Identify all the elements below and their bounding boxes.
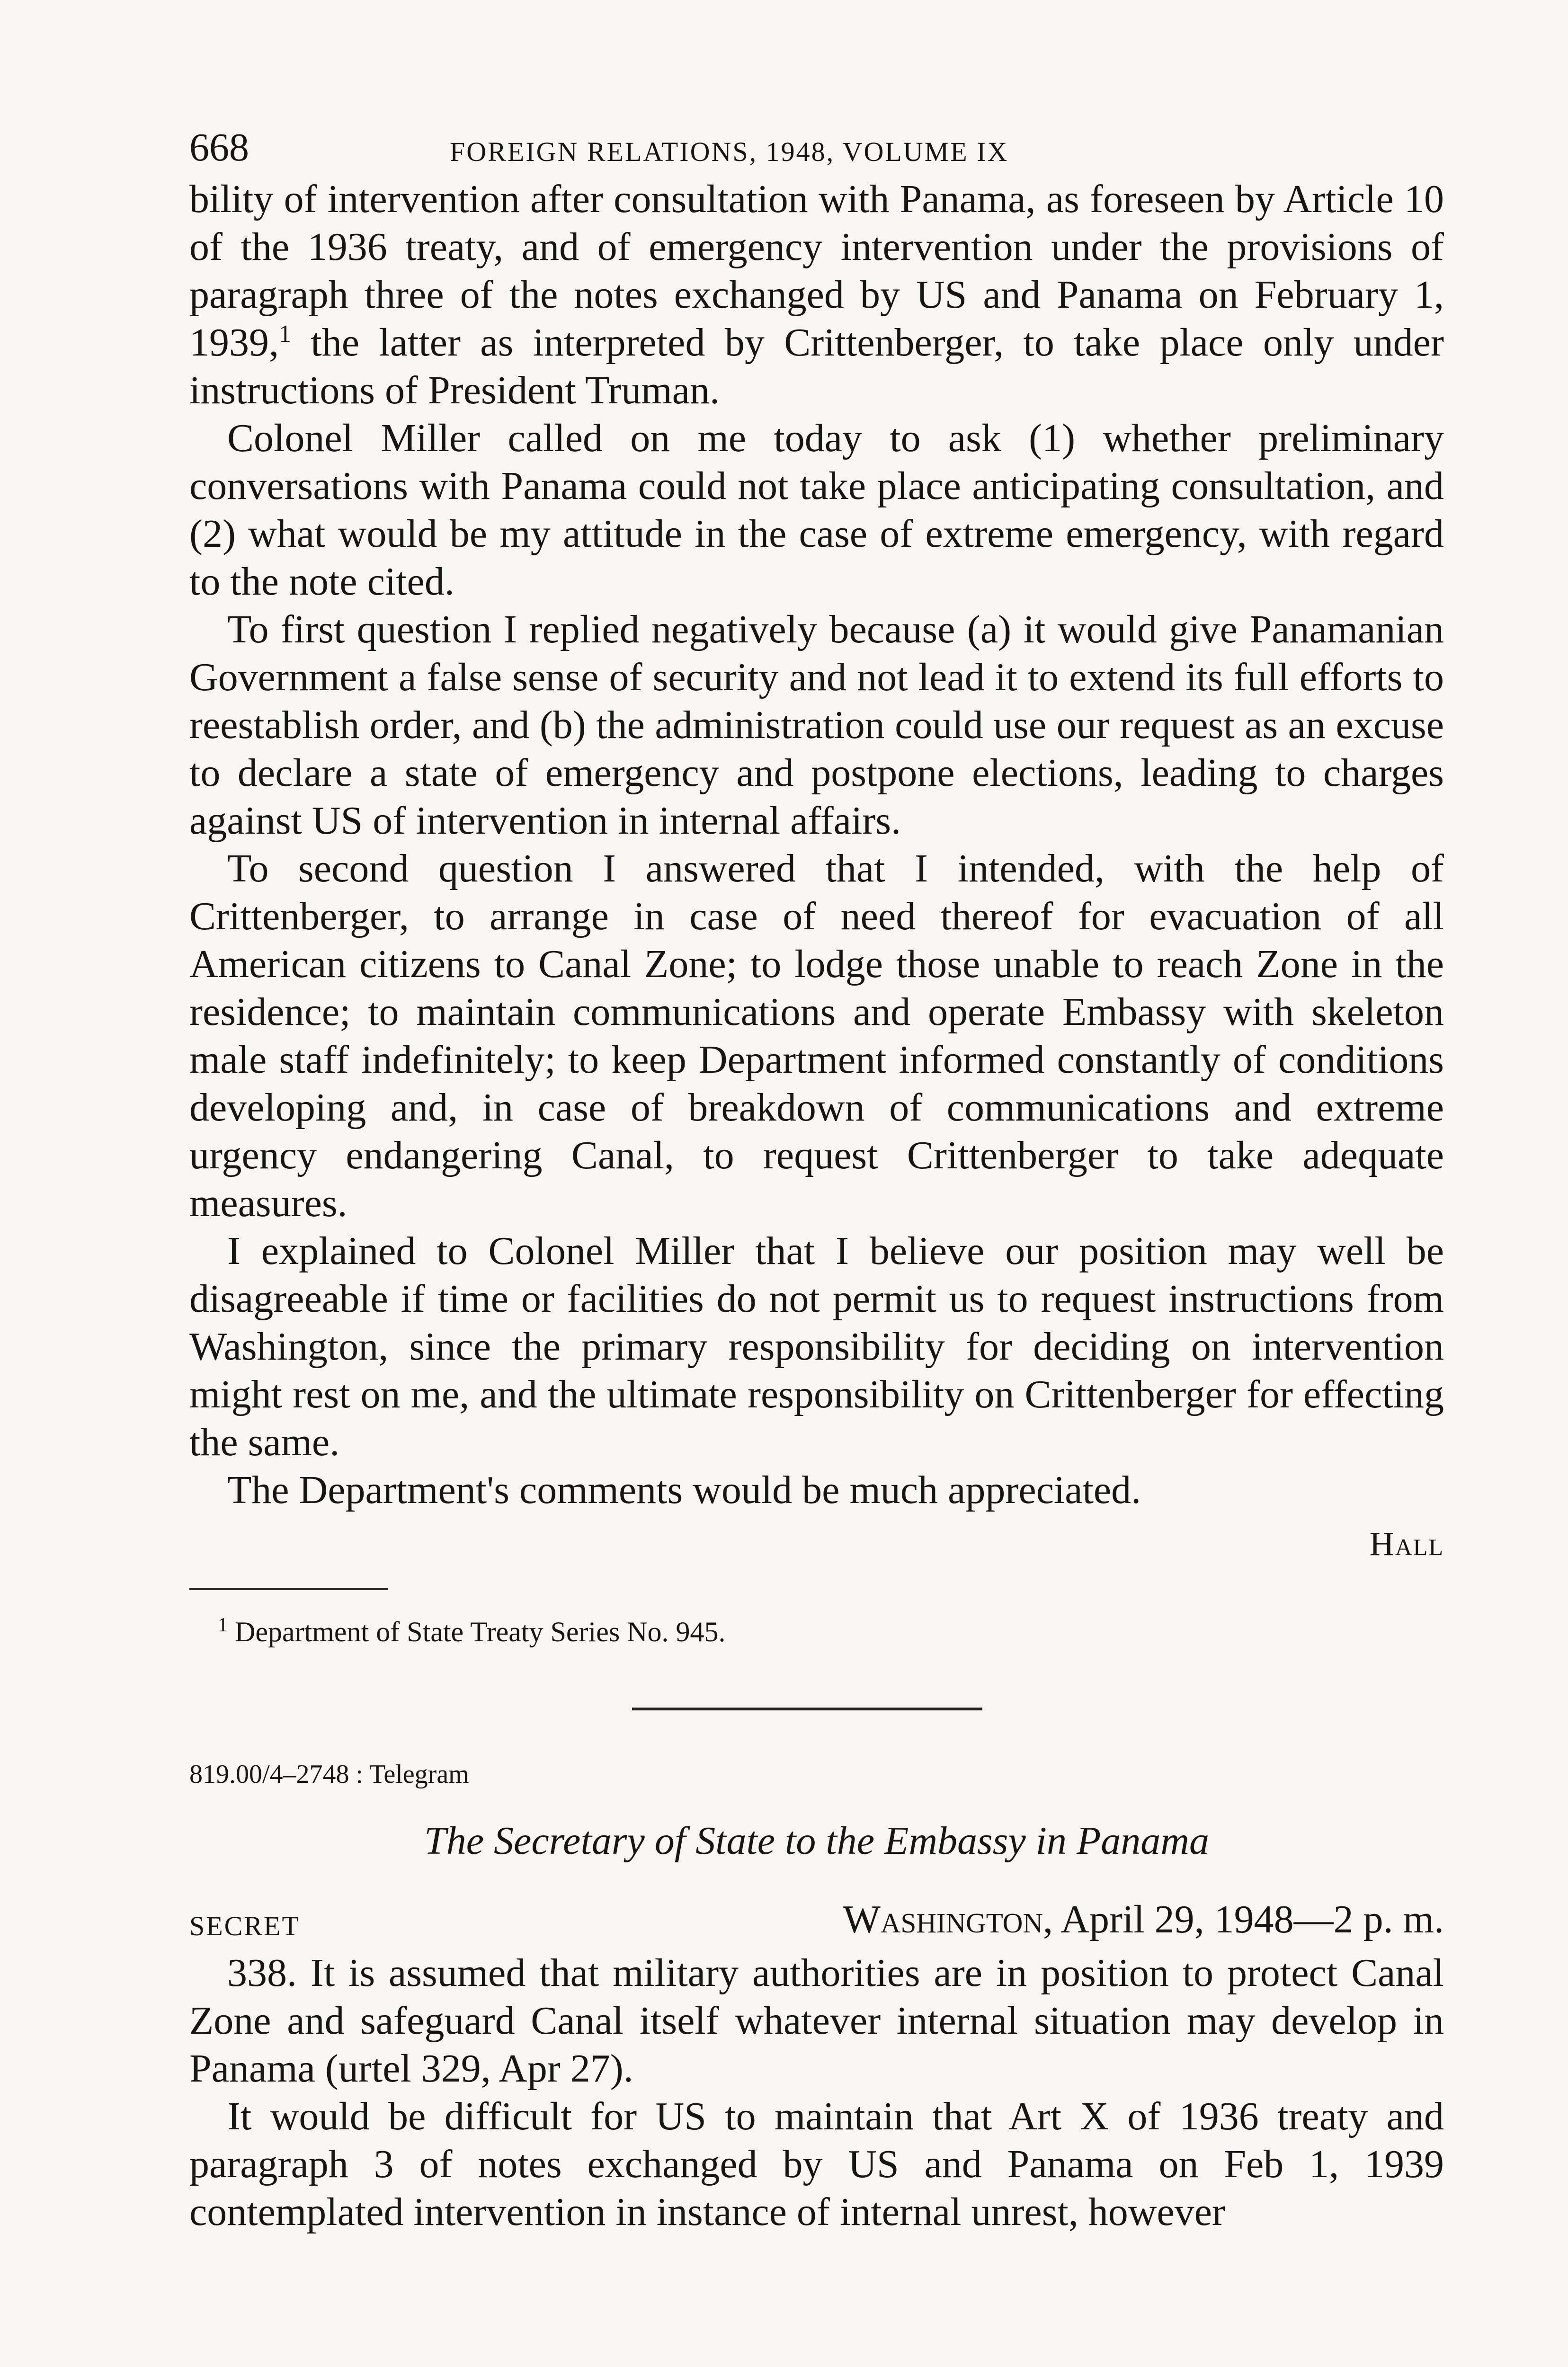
paragraph-1-continuation: the latter as interpreted by Crittenberger, to take place only under instructions of President Truman. (189, 320, 1444, 412)
signature: Hall (1369, 1525, 1444, 1563)
telegram-paragraph-1: 338. It is assumed that military authorities are in position to protect Canal Zone and safeguard Canal itself whatever internal situation may develop in Panama (urtel 329, Apr 27). (189, 1951, 1444, 2091)
section-divider (632, 1708, 982, 1710)
footnote (218, 1606, 1444, 1651)
document-page (189, 118, 1444, 2236)
running-title: FOREIGN RELATIONS, 1948, VOLUME IX (450, 136, 1009, 167)
footnote-reference: 1 (279, 320, 291, 347)
body-paragraph-5: I explained to Colonel Miller that I believe our position may well be disagreeable if time or facilities do not permit us to request instructions from Washington, since the primary responsibility for deciding on intervention might rest on me, and the ultimate responsibility on Crittenberger for effecting the same. (189, 1229, 1444, 1464)
file-reference: 819.00/4–2748 : Telegram (189, 1760, 469, 1789)
place-name: Washington (843, 1897, 1043, 1941)
page-number: 668 (189, 125, 249, 169)
dateline (189, 1896, 1444, 1949)
document-title: The Secretary of State to the Embassy in Panama (424, 1819, 1209, 1863)
footnote-marker: 1 (218, 1614, 228, 1636)
place-date (843, 1896, 1444, 1943)
telegram-paragraph-2: It would be difficult for US to maintain that Art X of 1936 treaty and paragraph 3 of notes exchanged by US and Panama on Feb 1, 1939 contemplated intervention in instance of internal unrest, however (189, 2094, 1444, 2234)
body-paragraph-3: To first question I replied negatively because (a) it would give Panamanian Government a false sense of security and not lead it to extend its full efforts to reestablish order, and (b) the administration could use our request as an excuse to declare a state of emergency and postpone elections, leading to charges against US of intervention in internal affairs. (189, 607, 1444, 843)
body-paragraph-4: To second question I answered that I intended, with the help of Crittenberger, to arrange in case of need thereof for evacuation of all American citizens to Canal Zone; to lodge those unable to reach Zone in the residence; to maintain communications and operate Embassy with skeleton male staff indefinitely; to keep Department informed constantly of conditions developing and, in case of breakdown of communications and extreme urgency endangering Canal, to request Crittenberger to take adequate measures. (189, 846, 1444, 1225)
classification-label: SECRET (189, 1911, 300, 1941)
date-time: , April 29, 1948—2 p. m. (1042, 1897, 1444, 1941)
running-head (189, 118, 1444, 175)
body-paragraph-2: Colonel Miller called on me today to ask (1) whether preliminary conversations with Panama could not take place anticipating consultation, and (2) what would be my attitude in the case of extreme emergency, with regard to the note cited. (189, 416, 1444, 604)
body-paragraph-6: The Department's comments would be much appreciated. (227, 1468, 1141, 1512)
footnote-text: Department of State Treaty Series No. 945. (228, 1616, 726, 1647)
footnote-divider (189, 1588, 388, 1590)
paragraph-1-text: bility of intervention after consultation with Panama, as foreseen by Article 10 of the 1936 treaty, and of emergency intervention under the provisions of paragraph three of the notes exchanged by US and Panama on February 1, 1939, (189, 177, 1444, 365)
body-paragraph-1 (189, 175, 1444, 414)
